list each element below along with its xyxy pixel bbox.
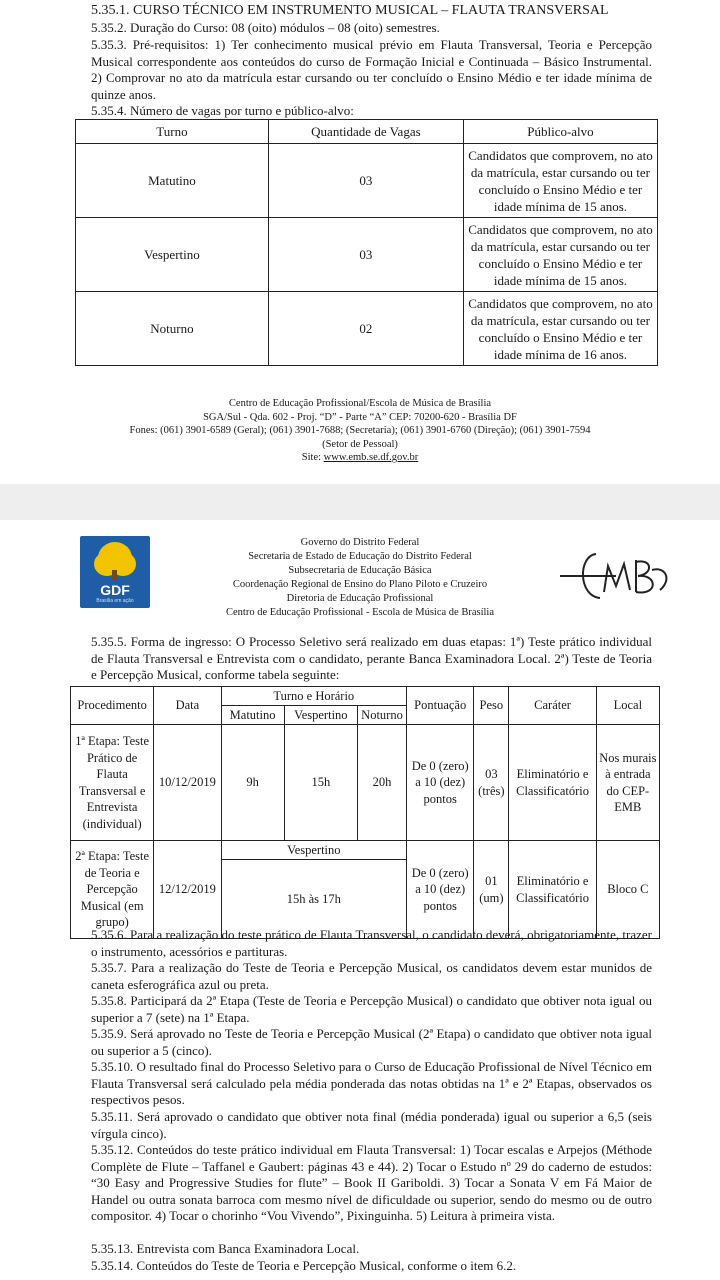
item-text: 5.35.10. O resultado final do Processo Seletivo para o Curso de Educação Profissional de Nível Técnico em Flauta Transversal será calculado pela média ponderada das notas obtidas na 1ª e 2ª Etapas, observados os respectivos pesos. bbox=[91, 1059, 652, 1107]
item-text: 5.35.9. Será aprovado no Teste de Teoria e Percepção Musical (2ª Etapa) o candidato que obtiver nota igual ou superior a 5 (cinco). bbox=[91, 1026, 652, 1058]
etapas-header-turno: Turno e Horário bbox=[221, 687, 407, 706]
item-text: 5.35.8. Participará da 2ª Etapa (Teste de Teoria e Percepção Musical) o candidato que obtiver nota igual ou superior a 7 (sete) na 1ª Etapa. bbox=[91, 993, 652, 1025]
letterhead-line: Centro de Educação Profissional - Escola de Música de Brasília bbox=[226, 607, 494, 618]
item-text: 5.35.13. Entrevista com Banca Examinadora Local. bbox=[91, 1241, 360, 1256]
etapas-header-peso: Peso bbox=[474, 687, 509, 725]
gdf-logo bbox=[80, 536, 150, 608]
prerequisites-text: 5.35.3. Pré-requisitos: 1) Ter conhecimento musical prévio em Flauta Transversal, Teoria e Percepção Musical correspondente aos conteúdos do curso de Formação Inicial e Continuada – Básico Instrumental. 2) Comprovar no ato da matrícula estar cursando ou ter concluído o Ensino Médio e ter idade mínima de quinze anos. bbox=[91, 37, 652, 102]
etapas-header-data: Data bbox=[154, 687, 221, 725]
etapas-header-local: Local bbox=[596, 687, 659, 725]
etapa1-peso: 03 (três) bbox=[474, 725, 509, 841]
document-page-top bbox=[0, 0, 720, 484]
vagas-header-quantidade: Quantidade de Vagas bbox=[268, 120, 463, 144]
table-row bbox=[71, 725, 660, 841]
vagas-publico: Candidatos que comprovem, no ato da matrícula, estar cursando ou ter concluído o Ensino Médio e ter idade mínima de 16 anos. bbox=[463, 292, 657, 366]
etapa2-horario: 15h às 17h bbox=[221, 860, 407, 939]
letterhead-line: Diretoria de Educação Profissional bbox=[286, 593, 434, 604]
etapa1-carater: Eliminatório e Classificatório bbox=[509, 725, 596, 841]
item-text: 5.35.7. Para a realização do Teste de Teoria e Percepção Musical, os candidatos devem estar munidos de caneta esferográfica azul ou preta. bbox=[91, 960, 652, 992]
vagas-publico: Candidatos que comprovem, no ato da matrícula, estar cursando ou ter concluído o Ensino Médio e ter idade mínima de 15 anos. bbox=[463, 218, 657, 292]
vagas-qtd: 03 bbox=[268, 144, 463, 218]
etapa2-peso: 01 (um) bbox=[474, 841, 509, 939]
etapas-header-procedimento: Procedimento bbox=[71, 687, 154, 725]
etapa2-local: Bloco C bbox=[596, 841, 659, 939]
letterhead-line: Governo do Distrito Federal bbox=[300, 537, 420, 548]
vagas-table bbox=[75, 119, 658, 366]
emb-logo bbox=[556, 546, 686, 606]
footer-line: (Setor de Pessoal) bbox=[322, 438, 398, 450]
etapas-table bbox=[70, 686, 660, 939]
letterhead-line: Subsecretaria de Educação Básica bbox=[288, 565, 432, 576]
ingresso-text: 5.35.5. Forma de ingresso: O Processo Seletivo será realizado em duas etapas: 1ª) Teste prático individual de Flauta Transversal e Entrevista com o candidato, perante Banca Examinadora Local. 2ª) Teste de Teoria e Percepção Musical, conforme tabela seguinte: bbox=[91, 634, 652, 682]
site-link[interactable]: www.emb.se.df.gov.br bbox=[323, 452, 419, 463]
letterhead-line: Secretaria de Estado de Educação do Distrito Federal bbox=[248, 551, 472, 562]
etapa1-noturno: 20h bbox=[357, 725, 406, 841]
item-text: 5.35.12. Conteúdos do teste prático individual em Flauta Transversal: 1) Tocar escalas e Arpejos (Méthode Complète de Flute – Taffanel e Gaubert: páginas 43 e 44). 2) Tocar o Estudo nº 29 do caderno de estudos: “30 Easy and Progressive Studies for flute” – Book II Gariboldi. 3) Tocar a Sonata V em Fá Maior de Handel ou outra sonata barroca com mesmo nível de dificuldade ou superior, sendo do mesmo ou de outro compositor. 4) Tocar o chorinho “Vou Vivendo”, Pixinguinha. 5) Leitura à primeira vista. bbox=[91, 1142, 652, 1223]
gdf-logo-text: GDF bbox=[100, 582, 130, 598]
page-footer bbox=[0, 397, 720, 465]
vagas-title: 5.35.4. Número de vagas por turno e público-alvo: bbox=[91, 103, 354, 118]
item-text: 5.35.11. Será aprovado o candidato que obtiver nota final (média ponderada) igual ou superior a 6,5 (seis vírgula cinco). bbox=[91, 1109, 652, 1141]
gdf-logo-subtitle: Brasília em ação bbox=[96, 598, 134, 604]
etapa1-procedimento: 1ª Etapa: Teste Prático de Flauta Transversal e Entrevista (individual) bbox=[71, 725, 154, 841]
etapas-header-pontuacao: Pontuação bbox=[407, 687, 474, 725]
etapas-sub-matutino: Matutino bbox=[221, 706, 284, 725]
etapa2-procedimento: 2ª Etapa: Teste de Teoria e Percepção Musical (em grupo) bbox=[71, 841, 154, 939]
course-title: 5.35.1. CURSO TÉCNICO EM INSTRUMENTO MUSICAL – FLAUTA TRANSVERSAL bbox=[91, 3, 609, 18]
footer-line: SGA/Sul - Qda. 602 - Proj. “D” - Parte “A” CEP: 70200-620 - Brasília DF bbox=[203, 411, 517, 423]
vagas-header-publico: Público-alvo bbox=[463, 120, 657, 144]
vagas-publico: Candidatos que comprovem, no ato da matrícula, estar cursando ou ter concluído o Ensino Médio e ter idade mínima de 15 anos. bbox=[463, 144, 657, 218]
vagas-qtd: 02 bbox=[268, 292, 463, 366]
item-text: 5.35.14. Conteúdos do Teste de Teoria e Percepção Musical, conforme o item 6.2. bbox=[91, 1258, 517, 1273]
vagas-turno: Vespertino bbox=[76, 218, 269, 292]
etapa1-local: Nos murais à entrada do CEP-EMB bbox=[596, 725, 659, 841]
etapa1-matutino: 9h bbox=[221, 725, 284, 841]
etapas-sub-vespertino: Vespertino bbox=[284, 706, 357, 725]
vagas-header-turno: Turno bbox=[76, 120, 269, 144]
vagas-turno: Matutino bbox=[76, 144, 269, 218]
etapa1-vespertino: 15h bbox=[284, 725, 357, 841]
etapa2-pontuacao: De 0 (zero) a 10 (dez) pontos bbox=[407, 841, 474, 939]
footer-line: Fones: (061) 3901-6589 (Geral); (061) 3901-7688; (Secretaria); (061) 3901-6760 (Direção); (061) 3901-7594 bbox=[129, 425, 591, 436]
table-row bbox=[76, 292, 658, 366]
footer-line: Centro de Educação Profissional/Escola de Música de Brasília bbox=[228, 398, 492, 409]
table-row bbox=[71, 841, 660, 860]
etapas-sub-noturno: Noturno bbox=[357, 706, 406, 725]
vagas-turno: Noturno bbox=[76, 292, 269, 366]
item-text: 5.35.6. Para a realização do teste prático de Flauta Transversal, o candidato deverá, obrigatoriamente, trazer o instrumento, acessórios e partituras. bbox=[91, 927, 652, 959]
table-row bbox=[76, 218, 658, 292]
etapa1-data: 10/12/2019 bbox=[154, 725, 221, 841]
etapa2-data: 12/12/2019 bbox=[154, 841, 221, 939]
etapa1-pontuacao: De 0 (zero) a 10 (dez) pontos bbox=[407, 725, 474, 841]
etapas-header-carater: Caráter bbox=[509, 687, 596, 725]
page-gap bbox=[0, 484, 720, 520]
etapa2-carater: Eliminatório e Classificatório bbox=[509, 841, 596, 939]
letterhead-line: Coordenação Regional de Ensino do Plano Piloto e Cruzeiro bbox=[232, 579, 488, 590]
table-row bbox=[76, 144, 658, 218]
vagas-qtd: 03 bbox=[268, 218, 463, 292]
course-duration: 5.35.2. Duração do Curso: 08 (oito) módulos – 08 (oito) semestres. bbox=[91, 20, 440, 35]
etapa2-turno: Vespertino bbox=[221, 841, 407, 860]
footer-site: Site: www.emb.se.df.gov.br bbox=[301, 452, 419, 463]
letterhead bbox=[160, 536, 560, 620]
